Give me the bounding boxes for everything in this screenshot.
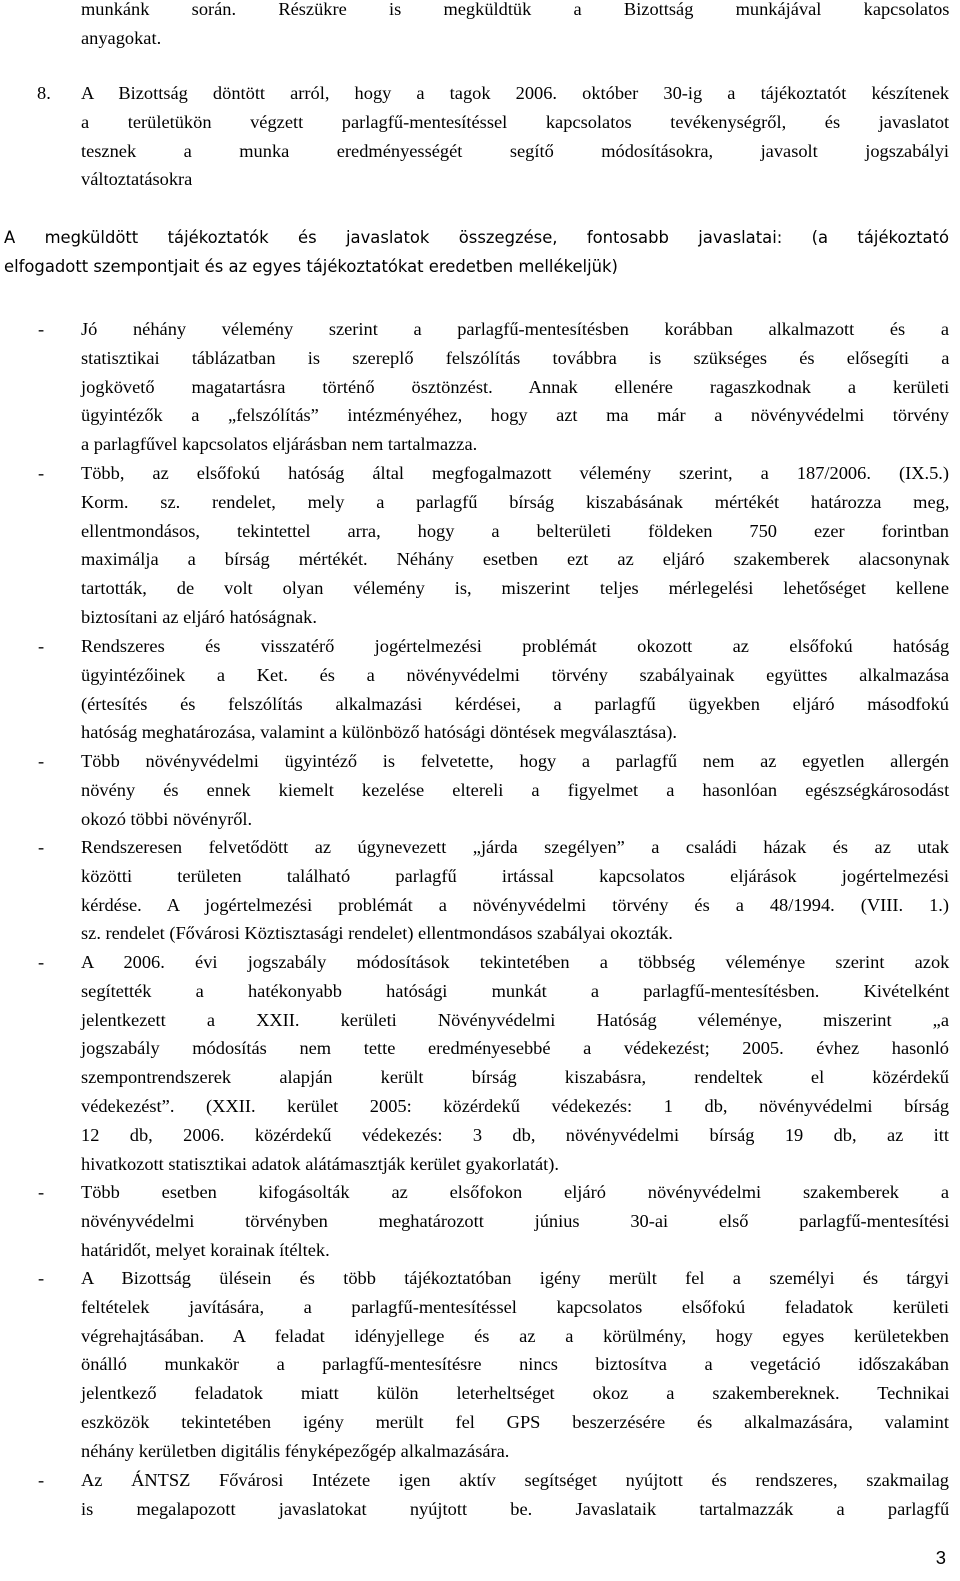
- bullet-dash: -: [38, 837, 45, 857]
- text-line: határidőt, melyet korainak ítéltek.: [81, 1239, 330, 1260]
- text-line: jogkövető magatartásra történő ösztönzést. Annak ellenére ragaszkodnak a kerületi: [81, 376, 950, 397]
- text-line: Korm. sz. rendelet, mely a parlagfű bírság kiszabásának mértékét határozza meg,: [81, 491, 950, 512]
- text-line: jogszabály módosítás nem tette eredményesebbé a védekezést; 2005. évhez hasonló: [81, 1038, 949, 1059]
- text-line: maximálja a bírság mértékét. Néhány esetben ezt az eljáró szakemberek alacsonynak: [81, 549, 950, 570]
- bullet-dash: -: [38, 636, 45, 656]
- text-line: sz. rendelet (Fővárosi Köztisztasági rendelet) ellentmondásos szabályai okozták.: [81, 923, 673, 944]
- text-line: ellentmondásos, tekintettel arra, hogy a belterületi földeken 750 ezer forintban: [81, 520, 949, 541]
- text-line: munkánk során. Részükre is megküldtük a Bizottság munkájával kapcsolatos: [81, 0, 950, 19]
- item-8-paragraph: [81, 79, 949, 194]
- text-line: hatóság meghatározása, valamint a különböző hatósági döntések megválasztása).: [81, 722, 677, 743]
- item-number: 8.: [37, 83, 51, 103]
- text-line: Több, az elsőfokú hatóság által megfogalmazott vélemény szerint, a 187/2006. (IX.5.): [81, 463, 949, 483]
- text-line: növény és ennek kiemelt kezelése eltereli a figyelmet a hasonlóan egészségkárosodást: [81, 779, 950, 800]
- text-line: elfogadott szempontjait és az egyes tájékoztatókat eredetben mellékeljük): [4, 256, 618, 276]
- text-line: önálló munkakör a parlagfű-mentesítésre nincs biztosítva a vegetáció időszakában: [81, 1354, 949, 1375]
- text-line: végrehajtásában. A feladat idényjellege és az a körülmény, hogy egyes kerületekben: [81, 1325, 949, 1346]
- bullet-item: [81, 948, 949, 1178]
- text-line: eszközök tekintetében igény merült fel GPS beszerzésére és alkalmazására, valamint: [81, 1411, 949, 1432]
- text-line: a parlagfűvel kapcsolatos eljárásban nem tartalmazza.: [81, 434, 478, 455]
- text-line: tesznek a munka eredményességét segítő módosításokra, javasolt jogszabályi: [81, 140, 949, 161]
- text-line: Az ÁNTSZ Fővárosi Intézete igen aktív segítséget nyújtott és rendszeres, szakmailag: [81, 1470, 949, 1490]
- text-line: jelentkezett a XXII. kerületi Növényvédelmi Hatóság véleménye, miszerint „a: [81, 1009, 950, 1030]
- text-line: (értesítés és felszólítás alkalmazási kérdései, a parlagfű ügyekben eljáró másodfokú: [81, 693, 949, 714]
- bullet-dash: -: [38, 319, 45, 339]
- bullet-item: [81, 1466, 949, 1524]
- text-line: segítették a hatékonyabb hatósági munkát a parlagfű-mentesítésben. Kivételként: [81, 980, 950, 1001]
- bullet-item: [81, 833, 949, 948]
- text-line: szempontrendszerek alapján került bírság kiszabásra, rendeltek el közérdekű: [81, 1067, 949, 1088]
- bullet-item: [81, 459, 949, 632]
- page-number: 3: [935, 1547, 946, 1568]
- bullet-dash: -: [38, 1268, 45, 1288]
- text-line: biztosítani az eljáró hatóságnak.: [81, 606, 317, 627]
- text-line: A Bizottság döntött arról, hogy a tagok 2006. október 30-ig a tájékoztatót készítenek: [81, 83, 950, 103]
- summary-paragraph: [4, 224, 949, 282]
- bullet-item: [81, 1178, 949, 1264]
- text-line: Rendszeresen felvetődött az úgynevezett „járda szegélyen” a családi házak és az utak: [81, 837, 949, 857]
- bullet-item: [81, 315, 949, 459]
- text-line: ügyintézőinek a Ket. és a növényvédelmi törvény szabályainak együttes alkalmazása: [81, 664, 950, 685]
- bullet-item: [81, 632, 949, 747]
- text-line: A Bizottság ülésein és több tájékoztatóban igény merült fel a személyi és tárgyi: [81, 1268, 949, 1288]
- bullet-dash: -: [38, 1470, 45, 1490]
- text-line: növényvédelmi törvényben meghatározott június 30-ai első parlagfű-mentesítési: [81, 1210, 950, 1231]
- text-line: jelentkező feladatok miatt külön leterheltséget okoz a szakembereknek. Technikai: [81, 1383, 950, 1404]
- text-line: közötti területen található parlagfű irtással kapcsolatos eljárások jogértelmezési: [81, 865, 949, 886]
- text-line: a területükön végzett parlagfű-mentesítéssel kapcsolatos tevékenységről, és javaslatot: [81, 111, 950, 132]
- bullet-dash: -: [38, 952, 45, 972]
- text-line: A 2006. évi jogszabály módosítások tekintetében a többség véleménye szerint azok: [81, 952, 950, 972]
- text-line: is megalapozott javaslatokat nyújtott be. Javaslataik tartalmazzák a parlagfű: [81, 1498, 950, 1519]
- text-line: Jó néhány vélemény szerint a parlagfű-mentesítésben korábban alkalmazott és a: [81, 319, 949, 339]
- text-line: anyagokat.: [81, 27, 162, 48]
- bullet-dash: -: [38, 1182, 45, 1202]
- text-line: kérdése. A jogértelmezési problémát a növényvédelmi törvény és a 48/1994. (VIII. 1.): [81, 894, 949, 915]
- text-line: statisztikai táblázatban is szereplő felszólítás továbbra is szükséges és elősegíti a: [81, 347, 950, 368]
- text-line: 12 db, 2006. közérdekű védekezés: 3 db, növényvédelmi bírság 19 db, az itt: [81, 1124, 949, 1145]
- text-line: tartották, de volt olyan vélemény is, miszerint teljes mérlegelési lehetőséget kellene: [81, 578, 949, 599]
- text-line: Rendszeres és visszatérő jogértelmezési problémát okozott az elsőfokú hatóság: [81, 636, 950, 656]
- text-line: védekezést”. (XXII. kerület 2005: közérdekű védekezés: 1 db, növényvédelmi bírság: [81, 1095, 950, 1116]
- text-line: változtatásokra: [81, 169, 193, 190]
- intro-paragraph: [81, 0, 949, 53]
- text-line: hivatkozott statisztikai adatok alátámasztják kerület gyakorlatát).: [81, 1153, 559, 1174]
- text-line: feltételek javítására, a parlagfű-mentesítéssel kapcsolatos elsőfokú feladatok kerületi: [81, 1296, 949, 1317]
- text-line: okozó többi növényről.: [81, 808, 253, 829]
- text-line: Több növényvédelmi ügyintéző is felvetette, hogy a parlagfű nem az egyetlen allergén: [81, 751, 949, 771]
- bullet-item: [81, 747, 949, 833]
- text-line: ügyintézők a „felszólítás” intézményéhez, hogy azt ma már a növényvédelmi törvény: [81, 405, 949, 426]
- bullet-dash: -: [38, 751, 45, 771]
- text-line: A megküldött tájékoztatók és javaslatok összegzése, fontosabb javaslatai: (a tájékoztató: [4, 228, 949, 247]
- text-line: Több esetben kifogásolták az elsőfokon eljáró növényvédelmi szakemberek a: [81, 1182, 949, 1202]
- bullet-item: [81, 1264, 949, 1466]
- bullet-dash: -: [38, 463, 45, 483]
- text-line: néhány kerületben digitális fényképezőgép alkalmazására.: [81, 1440, 510, 1461]
